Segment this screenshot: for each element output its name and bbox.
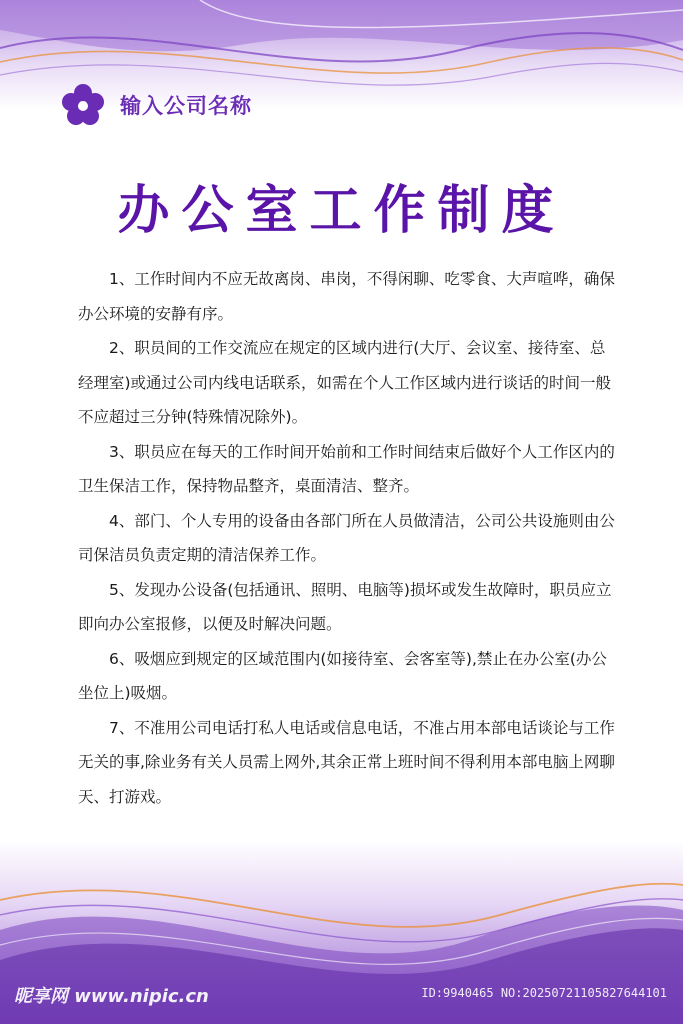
rule-item: 3、职员应在每天的工作时间开始前和工作时间结束后做好个人工作区内的卫生保洁工作，保持物品整齐，桌面清洁、整齐。 [78, 442, 615, 495]
rule-item: 5、发现办公设备(包括通讯、照明、电脑等)损坏或发生故障时，职员应立即向办公室报修，以便及时解决问题。 [78, 580, 612, 633]
site-watermark: 昵享网 www.nipic.cn [14, 986, 209, 1007]
image-id-watermark: ID:9940465 NO:20250721105827644101 [421, 986, 667, 1000]
rule-item: 7、不准用公司电话打私人电话或信息电话，不准占用本部电话谈论与工作无关的事,除业务有关人员需上网外,其余正常上班时间不得利用本部电脑上网聊天、打游戏。 [78, 718, 615, 806]
rule-item: 1、工作时间内不应无故离岗、串岗，不得闲聊、吃零食、大声喧哗，确保办公环境的安静有序。 [78, 270, 615, 323]
company-header [58, 80, 252, 130]
purple-flower-icon [58, 80, 108, 130]
rules-list [78, 262, 618, 814]
rule-item: 2、职员间的工作交流应在规定的区域内进行(大厅、会议室、接待室、总经理室)或通过公司内线电话联系，如需在个人工作区域内进行谈话的时间一般不应超过三分钟(特殊情况除外)。 [78, 339, 612, 426]
page-title: 办公室工作制度 [117, 181, 566, 241]
rule-item: 6、吸烟应到规定的区域范围内(如接待室、会客室等),禁止在办公室(办公坐位上)吸烟。 [78, 649, 607, 702]
company-name: 输入公司名称 [120, 94, 252, 118]
rule-item: 4、部门、个人专用的设备由各部门所在人员做清洁，公司公共设施则由公司保洁员负责定期的清洁保养工作。 [78, 511, 615, 564]
